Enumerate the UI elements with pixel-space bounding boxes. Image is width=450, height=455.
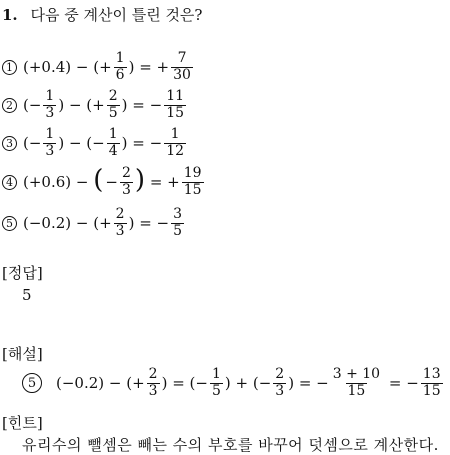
- option-4-text-mid: = +: [145, 172, 180, 191]
- option-4-sign: −: [105, 172, 118, 191]
- fraction: $\frac{2}{3}$: [275, 366, 285, 399]
- explanation-equation: [22, 364, 445, 402]
- option-marker-2: 2: [2, 98, 17, 113]
- fraction: $\frac{13}{15}$: [422, 366, 441, 399]
- option-2-text: (−: [23, 95, 42, 114]
- fraction: $\frac{2}{3}$: [148, 366, 158, 399]
- explanation-text: (−0.2) − (+: [56, 373, 145, 392]
- hint-label: [힌트]: [2, 414, 43, 432]
- option-3: [2, 126, 188, 160]
- option-2: [2, 88, 188, 122]
- option-5-text-mid: ) = −: [128, 213, 170, 232]
- option-5-text: (−0.2) − (+: [23, 213, 112, 232]
- explanation-marker: 5: [22, 373, 42, 393]
- explanation-text: ) + (−: [224, 373, 272, 392]
- fraction: $\frac{1}{5}$: [211, 366, 221, 399]
- fraction: $\frac{3}{5}$: [173, 206, 183, 239]
- big-paren-left: (: [93, 165, 104, 196]
- answer-label: [정답]: [2, 264, 43, 282]
- option-marker-5: 5: [2, 216, 17, 231]
- option-5: [2, 206, 186, 240]
- explanation-text: ) = (−: [161, 373, 208, 392]
- fraction: $\frac{3 + 10}{15}$: [332, 366, 381, 399]
- fraction: $\frac{2}{3}$: [121, 165, 131, 198]
- explanation-text: ) = −: [288, 373, 329, 392]
- question-number: 1.: [2, 6, 18, 24]
- fraction: $\frac{7}{30}$: [173, 50, 191, 83]
- fraction: $\frac{1}{3}$: [45, 88, 55, 121]
- big-paren-right: ): [134, 165, 146, 196]
- option-marker-4: 4: [2, 175, 17, 190]
- option-2-text-end: ) = −: [121, 95, 163, 114]
- option-3-text-end: ) = −: [121, 133, 163, 152]
- option-marker-1: 1: [2, 60, 17, 75]
- fraction: $\frac{2}{5}$: [108, 88, 118, 121]
- explanation-label: [해설]: [2, 345, 43, 363]
- option-1-text: (+0.4) − (+: [23, 57, 112, 76]
- option-1: [2, 50, 195, 84]
- option-2-text-mid: ) − (+: [58, 95, 105, 114]
- question-header: [2, 4, 202, 25]
- explanation-text: = −: [384, 373, 419, 392]
- fraction: $\frac{11}{15}$: [166, 88, 185, 121]
- hint-text: 유리수의 뺄셈은 빼는 수의 부호를 바꾸어 덧셈으로 계산한다.: [22, 436, 439, 454]
- fraction: $\frac{1}{4}$: [108, 126, 118, 159]
- fraction: $\frac{1}{3}$: [45, 126, 55, 159]
- option-1-text-mid: ) = +: [128, 57, 170, 76]
- option-marker-3: 3: [2, 136, 17, 151]
- answer-value: 5: [22, 286, 32, 304]
- option-4-text: (+0.6) −: [23, 172, 94, 191]
- fraction: $\frac{1}{12}$: [166, 126, 185, 159]
- option-3-text: (−: [23, 133, 42, 152]
- question-text: 다음 중 계산이 틀린 것은?: [30, 6, 203, 24]
- option-3-text-mid: ) − (−: [58, 133, 105, 152]
- fraction: $\frac{2}{3}$: [115, 206, 125, 239]
- fraction: $\frac{1}{6}$: [115, 50, 125, 83]
- fraction: $\frac{19}{15}$: [183, 165, 202, 198]
- option-4: [2, 164, 206, 200]
